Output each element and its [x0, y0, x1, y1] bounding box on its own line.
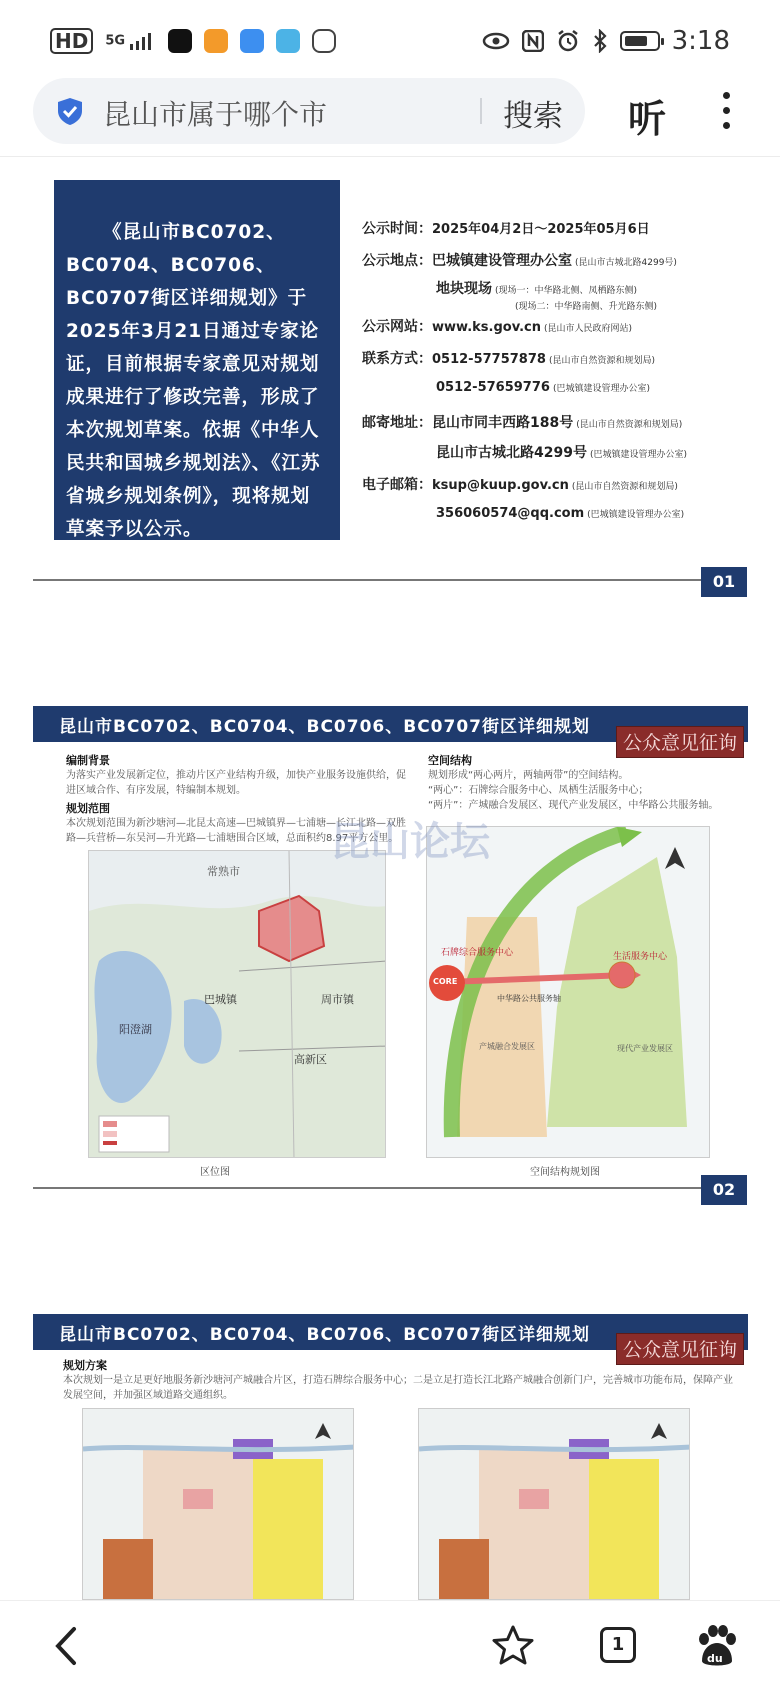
- map-label: 高新区: [294, 1053, 327, 1066]
- info-mail-1: 邮寄地址：昆山市同丰西路188号 (昆山市自然资源和规划局): [362, 415, 683, 431]
- weather-icon: [240, 29, 264, 53]
- signal-indicator: 5G: [105, 32, 155, 50]
- info-time: 公示时间：2025年04月2日～2025年05月6日: [362, 221, 650, 237]
- intro-panel: [54, 180, 340, 540]
- info-phone-2: 0512-57659776 (巴城镇建设管理办公室): [436, 380, 650, 395]
- feedback-badge: 公众意见征询: [616, 1333, 744, 1365]
- search-bar[interactable]: [33, 78, 585, 144]
- feedback-badge: 公众意见征询: [616, 726, 744, 758]
- section-text: 为落实产业发展新定位，推动片区产业结构升级，加快产业服务设施供给，促进区域合作、有序发展，特编制本规划。: [66, 770, 406, 796]
- section-text: 本次规划一是立足更好地服务新沙塘河产城融合片区，打造石牌综合服务中心；二是立足打造长江北路产城融合创新门户，完善城市功能布局，保障产业发展空间，并加强区域道路交通组织。: [63, 1375, 733, 1401]
- more-menu-icon[interactable]: [722, 92, 732, 132]
- section-heading: 空间结构: [428, 754, 472, 767]
- shield-icon: [55, 96, 85, 126]
- info-site: 地块现场 (现场一：中华路北侧、凤栖路东侧): [436, 281, 638, 297]
- map-label: CORE: [433, 977, 458, 986]
- land-use-map-1: [82, 1408, 354, 1600]
- hd-indicator: HD: [50, 28, 93, 54]
- search-input[interactable]: 昆山市属于哪个市: [103, 98, 328, 131]
- map-label: 常熟市: [207, 865, 240, 878]
- info-email-2: 356060574@qq.com (巴城镇建设管理办公室): [436, 506, 685, 521]
- spatial-structure-map: [426, 826, 710, 1158]
- watermark: 昆山论坛: [330, 818, 490, 865]
- section-text: “两心”：石牌综合服务中心、凤栖生活服务中心；: [428, 785, 649, 796]
- info-phone-1: 联系方式：0512-57757878 (昆山市自然资源和规划局): [362, 351, 655, 367]
- map-label: 产城融合发展区: [479, 1042, 535, 1051]
- clock: 3:18: [671, 26, 730, 56]
- section-text: 本次规划范围为新沙塘河—北昆太高速—巴城镇界—七浦塘—长江北路—双胜路—兵营桥—东吴河—升光路—七浦塘围合区域，总面积约8.97平方公里。: [66, 818, 406, 844]
- map-label: 周市镇: [321, 993, 354, 1006]
- eye-icon: [482, 31, 510, 51]
- section-text: “两片”：产城融合发展区、现代产业发展区，中华路公共服务轴。: [428, 800, 719, 811]
- map-label: 生活服务中心: [613, 952, 668, 962]
- section-heading: 规划方案: [63, 1359, 107, 1372]
- map-caption: 区位图: [200, 1167, 230, 1178]
- intro-text: 《昆山市BC0702、BC0704、BC0706、BC0707街区详细规划》于2025年3月21日通过专家论证，目前根据专家意见对规划成果进行了修改完善，形成了本次规划草案。依据《中华人民共和国城乡规划法》、《江苏省城乡规划条例》，现将规划草案予以公示。: [66, 222, 321, 540]
- battery-icon: [620, 31, 660, 51]
- map-label: 石牌综合服务中心: [441, 948, 514, 958]
- video-icon: [204, 29, 228, 53]
- divider: [480, 98, 482, 124]
- tabs-button[interactable]: 1: [600, 1627, 636, 1663]
- divider: [0, 156, 780, 157]
- back-icon[interactable]: [46, 1623, 92, 1669]
- info-mail-2: 昆山市古城北路4299号 (巴城镇建设管理办公室): [436, 445, 687, 461]
- bluetooth-icon: [592, 29, 608, 53]
- location-map: [88, 850, 386, 1158]
- page-number: 02: [701, 1175, 747, 1205]
- map-label: 巴城镇: [204, 993, 237, 1006]
- photo-icon: [276, 29, 300, 53]
- tiktok-icon: [168, 29, 192, 53]
- status-bar: [0, 0, 780, 80]
- info-site-2: (现场二：中华路南侧、升光路东侧): [515, 302, 658, 312]
- map-label: 现代产业发展区: [617, 1044, 673, 1053]
- section-heading: 编制背景: [66, 754, 110, 767]
- divider: [33, 579, 701, 581]
- info-place: 公示地点：巴城镇建设管理办公室 (昆山市古城北路4299号): [362, 253, 677, 269]
- bottom-navigation: [0, 1600, 780, 1690]
- info-email-1: 电子邮箱：ksup@kuup.gov.cn (昆山市自然资源和规划局): [362, 477, 678, 493]
- favorite-icon[interactable]: [490, 1623, 536, 1669]
- search-button[interactable]: 搜索: [503, 99, 563, 134]
- svg-text:du: du: [707, 1652, 723, 1665]
- alarm-icon: [556, 29, 580, 53]
- baidu-paw-icon[interactable]: [694, 1623, 740, 1669]
- section-text: 规划形成“两心两片，两轴两带”的空间结构。: [428, 770, 629, 781]
- info-website: 公示网站：www.ks.gov.cn (昆山市人民政府网站): [362, 319, 633, 335]
- divider: [33, 1187, 701, 1189]
- map-label: 中华路公共服务轴: [497, 994, 561, 1003]
- nfc-icon: [522, 30, 544, 52]
- slide-title: 昆山市BC0702、BC0704、BC0706、BC0707街区详细规划: [59, 717, 590, 737]
- map-label: 阳澄湖: [119, 1023, 152, 1036]
- section-heading: 规划范围: [66, 802, 110, 815]
- land-use-map-2: [418, 1408, 690, 1600]
- listen-button[interactable]: 听: [628, 97, 667, 141]
- hand-icon: [312, 29, 336, 53]
- page-number: 01: [701, 567, 747, 597]
- map-caption: 空间结构规划图: [530, 1167, 600, 1178]
- slide-title: 昆山市BC0702、BC0704、BC0706、BC0707街区详细规划: [59, 1325, 590, 1345]
